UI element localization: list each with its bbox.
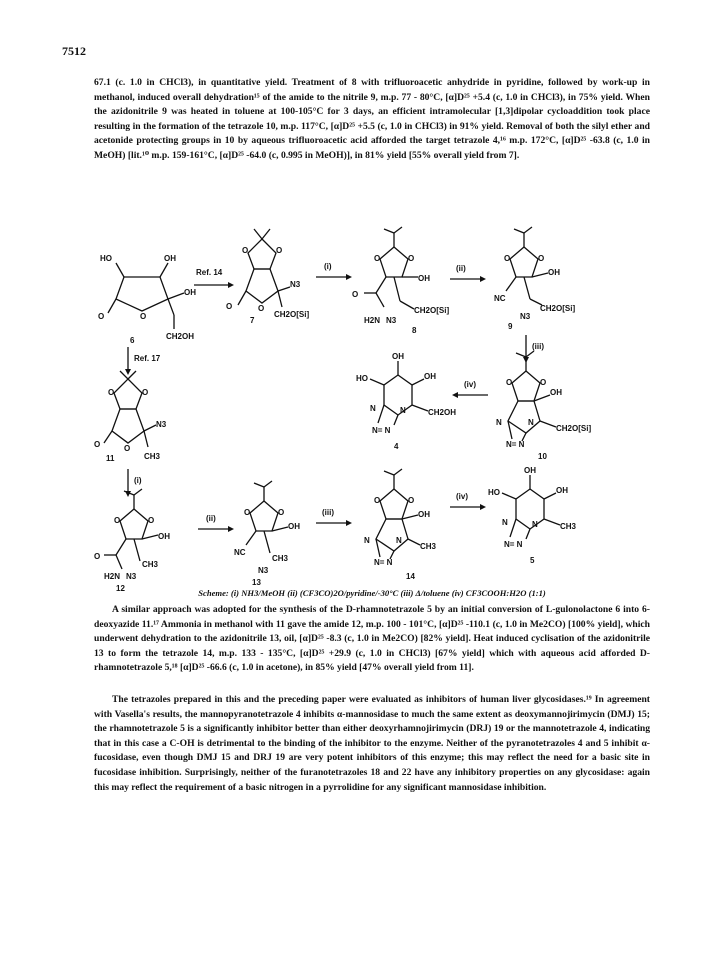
atom-label: N3 (156, 420, 167, 429)
reagent-label: (i) (324, 262, 332, 271)
atom-label: O (124, 444, 131, 453)
reagent-label: (iv) (456, 492, 468, 501)
atom-label: OH (550, 388, 562, 397)
compound-number: 6 (130, 336, 135, 345)
atom-label: O (506, 378, 513, 387)
atom-label: CH2O[Si] (274, 310, 310, 319)
atom-label: CH3 (144, 452, 161, 461)
compound-number: 7 (250, 316, 255, 325)
atom-label: N (400, 406, 406, 415)
atom-label: OH (424, 372, 436, 381)
atom-label: CH2O[Si] (540, 304, 576, 313)
atom-label: O (244, 508, 251, 517)
atom-label: N (396, 536, 402, 545)
reagent-label: Ref. 17 (134, 354, 161, 363)
page-number: 7512 (62, 44, 86, 58)
atom-label: CH2OH (428, 408, 457, 417)
atom-label: O (226, 302, 233, 311)
compound-9-structure (506, 227, 548, 305)
atom-label: H2N (104, 572, 121, 581)
reagent-label: Ref. 14 (196, 268, 223, 277)
atom-label: OH (392, 352, 404, 361)
atom-label: N (528, 418, 534, 427)
atom-label: CH2O[Si] (414, 306, 450, 315)
atom-label: N= N (374, 558, 393, 567)
atom-label: H2N (364, 316, 381, 325)
compound-12-structure (104, 489, 158, 569)
atom-label: O (278, 508, 285, 517)
atom-label: O (540, 378, 547, 387)
atom-label: N= N (506, 440, 525, 449)
atom-label: O (374, 254, 381, 263)
paragraph-3: The tetrazoles prepared in this and the preceding paper were evaluated as inhibitors of human liver glycosidases.¹⁹ In agreement with Vasella's results, the mannopyranotetrazole 4 inhibits α-mannosidase to much the same extent as deoxymannojirimycin (DMJ) 15; the rhamnotetrazole 5 is a significantly inhibitor better than either deoxyrhamnojirimycin (DRJ) 19 or the mannotetrazole 4, indicating that in this case a C-OH is detrimental to the binding of the inhibitor to the enzyme. Neither of the pyranotetrazoles 4 and 5 inhibit α-fucosidase, even though DMJ 15 and DRJ 19 are very potent inhibitors of this enzyme; this may reflect the need for a basic site in fucosidase inhibition. Surprisingly, neither of the furanotetrazoles 18 and 22 have any inhibitory properties on any glycosidase: again this may reflect the requirement of a basic nitrogen in a pyrrolidine for any significant mannosidase inhibition. (94, 694, 650, 793)
reagent-label: (iv) (464, 380, 476, 389)
atom-label: O (538, 254, 545, 263)
compound-14-structure (376, 469, 420, 559)
atom-label: N3 (290, 280, 301, 289)
reagent-label: (ii) (456, 264, 466, 273)
atom-label: OH (288, 522, 300, 531)
reagent-label: (ii) (206, 514, 216, 523)
atom-label: N3 (520, 312, 531, 321)
compound-number: 11 (106, 454, 115, 463)
atom-label: OH (548, 268, 560, 277)
atom-label: N3 (126, 572, 137, 581)
compound-number: 8 (412, 326, 417, 335)
atom-label: O (140, 312, 147, 321)
atom-label: O (242, 246, 249, 255)
atom-label: N3 (258, 566, 269, 575)
atom-label: N= N (372, 426, 391, 435)
compound-10-structure (508, 351, 556, 441)
atom-label: O (148, 516, 155, 525)
atom-label: CH3 (420, 542, 437, 551)
atom-label: N3 (386, 316, 397, 325)
atom-label: HO (100, 254, 112, 263)
paragraph-1: 67.1 (c. 1.0 in CHCl3), in quantitative yield. Treatment of 8 with trifluoroacetic anhydride in pyridine, followed by work-up in methanol, induced overall dehydration¹⁵ of the amide to the nitrile 9, m.p. 77 - 80°C, [α]D²⁵ +5.4 (c, 1.0 in CHCl3), in 75% yield. When the azidonitrile 9 was heated in toluene at 100-105°C for 3 days, an efficient intramolecular [1,3]dipolar cycloaddition took place resulting in the formation of the tetrazole 10, m.p. 117°C, [α]D²⁵ +5.5 (c, 1.0 in CHCl3) in 91% yield. Removal of both the silyl ether and acetonide protecting groups in 10 by aqueous trifluoroacetic acid afforded the target tetrazole 4,¹⁶ m.p. 172°C, [α]D²⁵ -63.8 (c, 1.0 in MeOH) [lit.¹⁰ m.p. 159-161°C, [α]D²⁵ -64.0 (c, 0.995 in MeOH)], in 81% yield [55% overall yield from 7]. (94, 77, 650, 161)
atom-label: O (94, 440, 101, 449)
atom-label: NC (494, 294, 506, 303)
atom-label: OH (418, 510, 430, 519)
atom-label: CH2O[Si] (556, 424, 592, 433)
atom-label: NC (234, 548, 246, 557)
atom-label: OH (158, 532, 170, 541)
atom-label: O (374, 496, 381, 505)
atom-label: O (98, 312, 105, 321)
atom-label: CH3 (142, 560, 159, 569)
compound-number: 10 (538, 452, 547, 461)
atom-label: OH (184, 288, 196, 297)
atom-label: CH3 (560, 522, 577, 531)
compound-number: 13 (252, 578, 261, 587)
atom-label: HO (356, 374, 368, 383)
compound-13-structure (246, 481, 288, 553)
atom-label: N (364, 536, 370, 545)
atom-label: O (408, 254, 415, 263)
scheme-drawing (94, 225, 654, 595)
paragraph-2: A similar approach was adopted for the synthesis of the D-rhamnotetrazole 5 by an initial conversion of L-gulonolactone 6 into 6-deoxyazide 11.¹⁷ Ammonia in methanol with 11 gave the amide 12, m.p. 100 - 101°C, [α]D²⁵ -110.1 (c, 1.0 in Me2CO) [100% yield], which underwent dehydration to the azidonitrile 13, oil, [α]D²⁵ -8.3 (c, 1.0 in Me2CO) [82% yield]. Heat induced cyclisation of the azidonitrile 13 to form the tetrazole 14, m.p. 133 - 135°C, [α]D²⁵ +29.9 (c, 1.0 in CHCl3) [67% yield] which with aqueous acid afforded D-rhamnotetrazole 5,¹⁸ [α]D²⁵ -66.6 (c, 1.0 in acetone), in 85% yield [47% overall yield from 11]. (94, 604, 650, 674)
scheme-caption: Scheme: (i) NH3/MeOH (ii) (CF3CO)2O/pyridine/-30°C (iii) Δ/toluene (iv) CF3COOH:H2O (1:1) (198, 588, 546, 598)
reaction-scheme (94, 225, 654, 595)
atom-label: N= N (504, 540, 523, 549)
atom-label: OH (556, 486, 568, 495)
atom-label: O (108, 388, 115, 397)
atom-label: CH3 (272, 554, 289, 563)
compound-number: 5 (530, 556, 535, 565)
atom-label: O (94, 552, 101, 561)
atom-label: O (408, 496, 415, 505)
reagent-label: (iii) (322, 508, 334, 517)
compound-7-structure (238, 229, 290, 307)
reagent-label: (i) (134, 476, 142, 485)
atom-label: OH (164, 254, 176, 263)
compound-4-structure (370, 361, 428, 425)
atom-label: O (276, 246, 283, 255)
compound-number: 9 (508, 322, 513, 331)
compound-number: 12 (116, 584, 125, 593)
atom-label: O (504, 254, 511, 263)
atom-label: O (258, 304, 265, 313)
atom-label: N (370, 404, 376, 413)
atom-label: CH2OH (166, 332, 195, 341)
compound-8-structure (364, 227, 418, 309)
compound-number: 14 (406, 572, 415, 581)
atom-label: N (502, 518, 508, 527)
atom-label: HO (488, 488, 500, 497)
atom-label: N (496, 418, 502, 427)
atom-label: O (114, 516, 121, 525)
compound-5-structure (502, 475, 560, 539)
atom-label: O (352, 290, 359, 299)
atom-label: OH (418, 274, 430, 283)
compound-11-structure (104, 371, 156, 447)
atom-label: N (532, 520, 538, 529)
atom-label: O (142, 388, 149, 397)
atom-label: OH (524, 466, 536, 475)
reagent-label: (iii) (532, 342, 544, 351)
compound-number: 4 (394, 442, 399, 451)
